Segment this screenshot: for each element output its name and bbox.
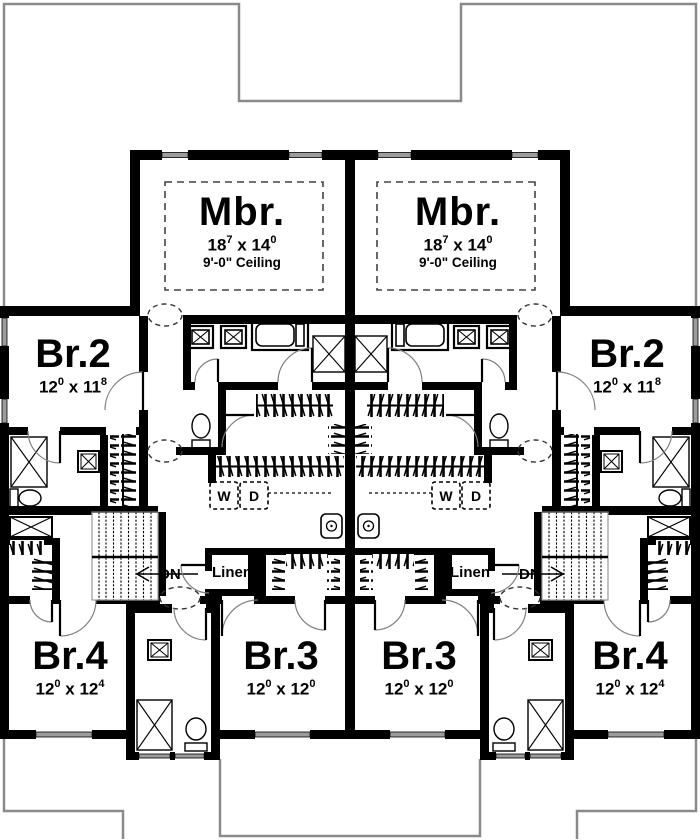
room-label-br3-right bbox=[354, 636, 484, 699]
stairs-down-label-right: DN bbox=[519, 566, 541, 583]
room-dimensions: $12^0$ x $12^0$ bbox=[384, 678, 454, 699]
room-name: Br.3 bbox=[243, 634, 319, 678]
room-name: Br.4 bbox=[32, 634, 108, 678]
closet-rod-icon bbox=[328, 424, 345, 454]
room-label-mbr-right bbox=[355, 192, 561, 272]
laundry-box-icon bbox=[321, 514, 342, 538]
toilet-icon bbox=[192, 414, 210, 449]
room-name: Br.2 bbox=[589, 332, 665, 376]
left-unit bbox=[0, 4, 350, 839]
dryer-label-right: D bbox=[470, 488, 482, 504]
room-label-br4-left bbox=[5, 636, 135, 699]
room-dimensions: $12^0$ x $11^8$ bbox=[38, 376, 108, 397]
sink-icon bbox=[188, 326, 213, 348]
closet-rod-icon bbox=[32, 557, 52, 590]
room-name: Mbr. bbox=[414, 190, 502, 234]
right-unit-mirror bbox=[350, 4, 700, 839]
window-icon bbox=[255, 730, 310, 739]
shower-icon bbox=[11, 437, 47, 487]
room-name: Br.2 bbox=[35, 332, 111, 376]
window-icon bbox=[289, 150, 322, 160]
room-dimensions: $12^0$ x $12^4$ bbox=[35, 678, 105, 699]
sink-icon bbox=[78, 451, 99, 472]
closet-rod-icon bbox=[272, 558, 285, 590]
window-icon bbox=[0, 399, 9, 423]
window-icon bbox=[162, 150, 188, 160]
window-icon bbox=[175, 752, 204, 760]
bath2-fixtures bbox=[10, 437, 99, 507]
chase-icon bbox=[10, 517, 52, 537]
roof-outline bbox=[4, 4, 350, 839]
room-dimensions: $12^0$ x $11^8$ bbox=[592, 376, 662, 397]
stairs-down-label-left: DN bbox=[159, 566, 181, 583]
shower-icon bbox=[313, 336, 345, 372]
closet-rod-icon bbox=[327, 558, 340, 590]
closet-rod-icon bbox=[286, 554, 328, 571]
room-name: Br.3 bbox=[381, 634, 457, 678]
ceiling-note: 9'-0" Ceiling bbox=[419, 255, 497, 271]
shower-icon bbox=[137, 700, 172, 750]
room-name: Mbr. bbox=[198, 190, 286, 234]
window-icon bbox=[36, 730, 92, 739]
room-label-br2-right bbox=[561, 334, 693, 397]
room-label-br3-left bbox=[216, 636, 346, 699]
sink-icon bbox=[148, 640, 171, 660]
sink-icon bbox=[221, 326, 246, 348]
closet-rods bbox=[10, 394, 345, 590]
room-dimensions: $12^0$ x $12^0$ bbox=[246, 678, 316, 699]
ceiling-note: 9'-0" Ceiling bbox=[203, 255, 281, 271]
closet-rod-icon bbox=[10, 540, 44, 555]
linen-label-right: Linen bbox=[450, 564, 490, 581]
dryer-label-left: D bbox=[248, 488, 260, 504]
hall-bath-fixtures bbox=[137, 640, 207, 751]
window-icon bbox=[139, 752, 170, 760]
room-name: Br.4 bbox=[592, 634, 668, 678]
room-dimensions: $12^0$ x $12^4$ bbox=[595, 678, 665, 699]
room-label-mbr-left bbox=[139, 192, 345, 272]
room-dimensions: $18^7$ x $14^0$ bbox=[207, 234, 277, 255]
room-label-br2-left bbox=[7, 334, 139, 397]
room-label-br4-right bbox=[565, 636, 695, 699]
washer-label-right: W bbox=[439, 488, 453, 504]
room-dimensions: $18^7$ x $14^0$ bbox=[423, 234, 493, 255]
toilet-icon bbox=[185, 718, 207, 751]
washer-label-left: W bbox=[217, 488, 231, 504]
linen-label-left: Linen bbox=[212, 564, 252, 581]
bathtub-icon bbox=[252, 320, 308, 350]
toilet-icon bbox=[10, 489, 41, 507]
